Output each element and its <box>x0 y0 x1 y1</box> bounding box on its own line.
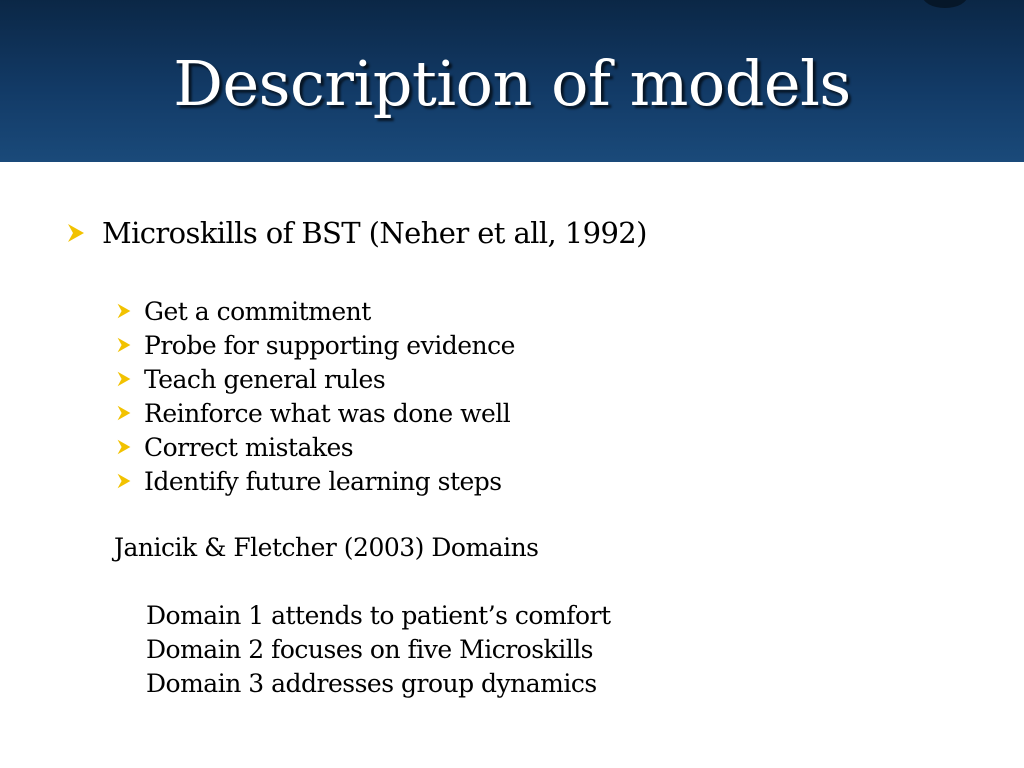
arrow-bullet-icon <box>116 439 132 455</box>
sub-bullet-6 <box>116 464 502 498</box>
sub-bullet-text: Probe for supporting evidence <box>144 330 515 360</box>
slide-title: Description of models <box>173 47 851 120</box>
sub-bullet-text: Reinforce what was done well <box>144 398 511 428</box>
arrow-bullet-icon <box>116 405 132 421</box>
arrow-bullet-icon <box>116 303 132 319</box>
sub-bullet-5 <box>116 430 353 464</box>
arrow-bullet-icon <box>116 473 132 489</box>
arrow-bullet-icon <box>66 223 86 243</box>
sub-bullet-1 <box>116 294 371 328</box>
sub-bullet-text: Get a commitment <box>144 296 371 326</box>
sub-bullet-text: Correct mistakes <box>144 432 354 462</box>
main-bullet <box>66 213 647 253</box>
sub-bullet-3 <box>116 362 385 396</box>
corner-decoration <box>922 0 968 8</box>
sub-bullet-text: Teach general rules <box>144 364 386 394</box>
arrow-bullet-icon <box>116 371 132 387</box>
sub-bullet-text: Identify future learning steps <box>144 466 502 496</box>
title-bar <box>0 0 1024 162</box>
sub-bullet-4 <box>116 396 510 430</box>
domain-line-1: Domain 1 attends to patient’s comfort <box>146 601 611 630</box>
sub-bullet-2 <box>116 328 515 362</box>
arrow-bullet-icon <box>116 337 132 353</box>
domain-line-2: Domain 2 focuses on five Microskills <box>146 635 594 664</box>
main-bullet-text: Microskills of BST (Neher et all, 1992) <box>102 216 647 250</box>
domain-line-3: Domain 3 addresses group dynamics <box>146 669 597 698</box>
domains-heading: Janicik & Fletcher (2003) Domains <box>114 533 539 562</box>
